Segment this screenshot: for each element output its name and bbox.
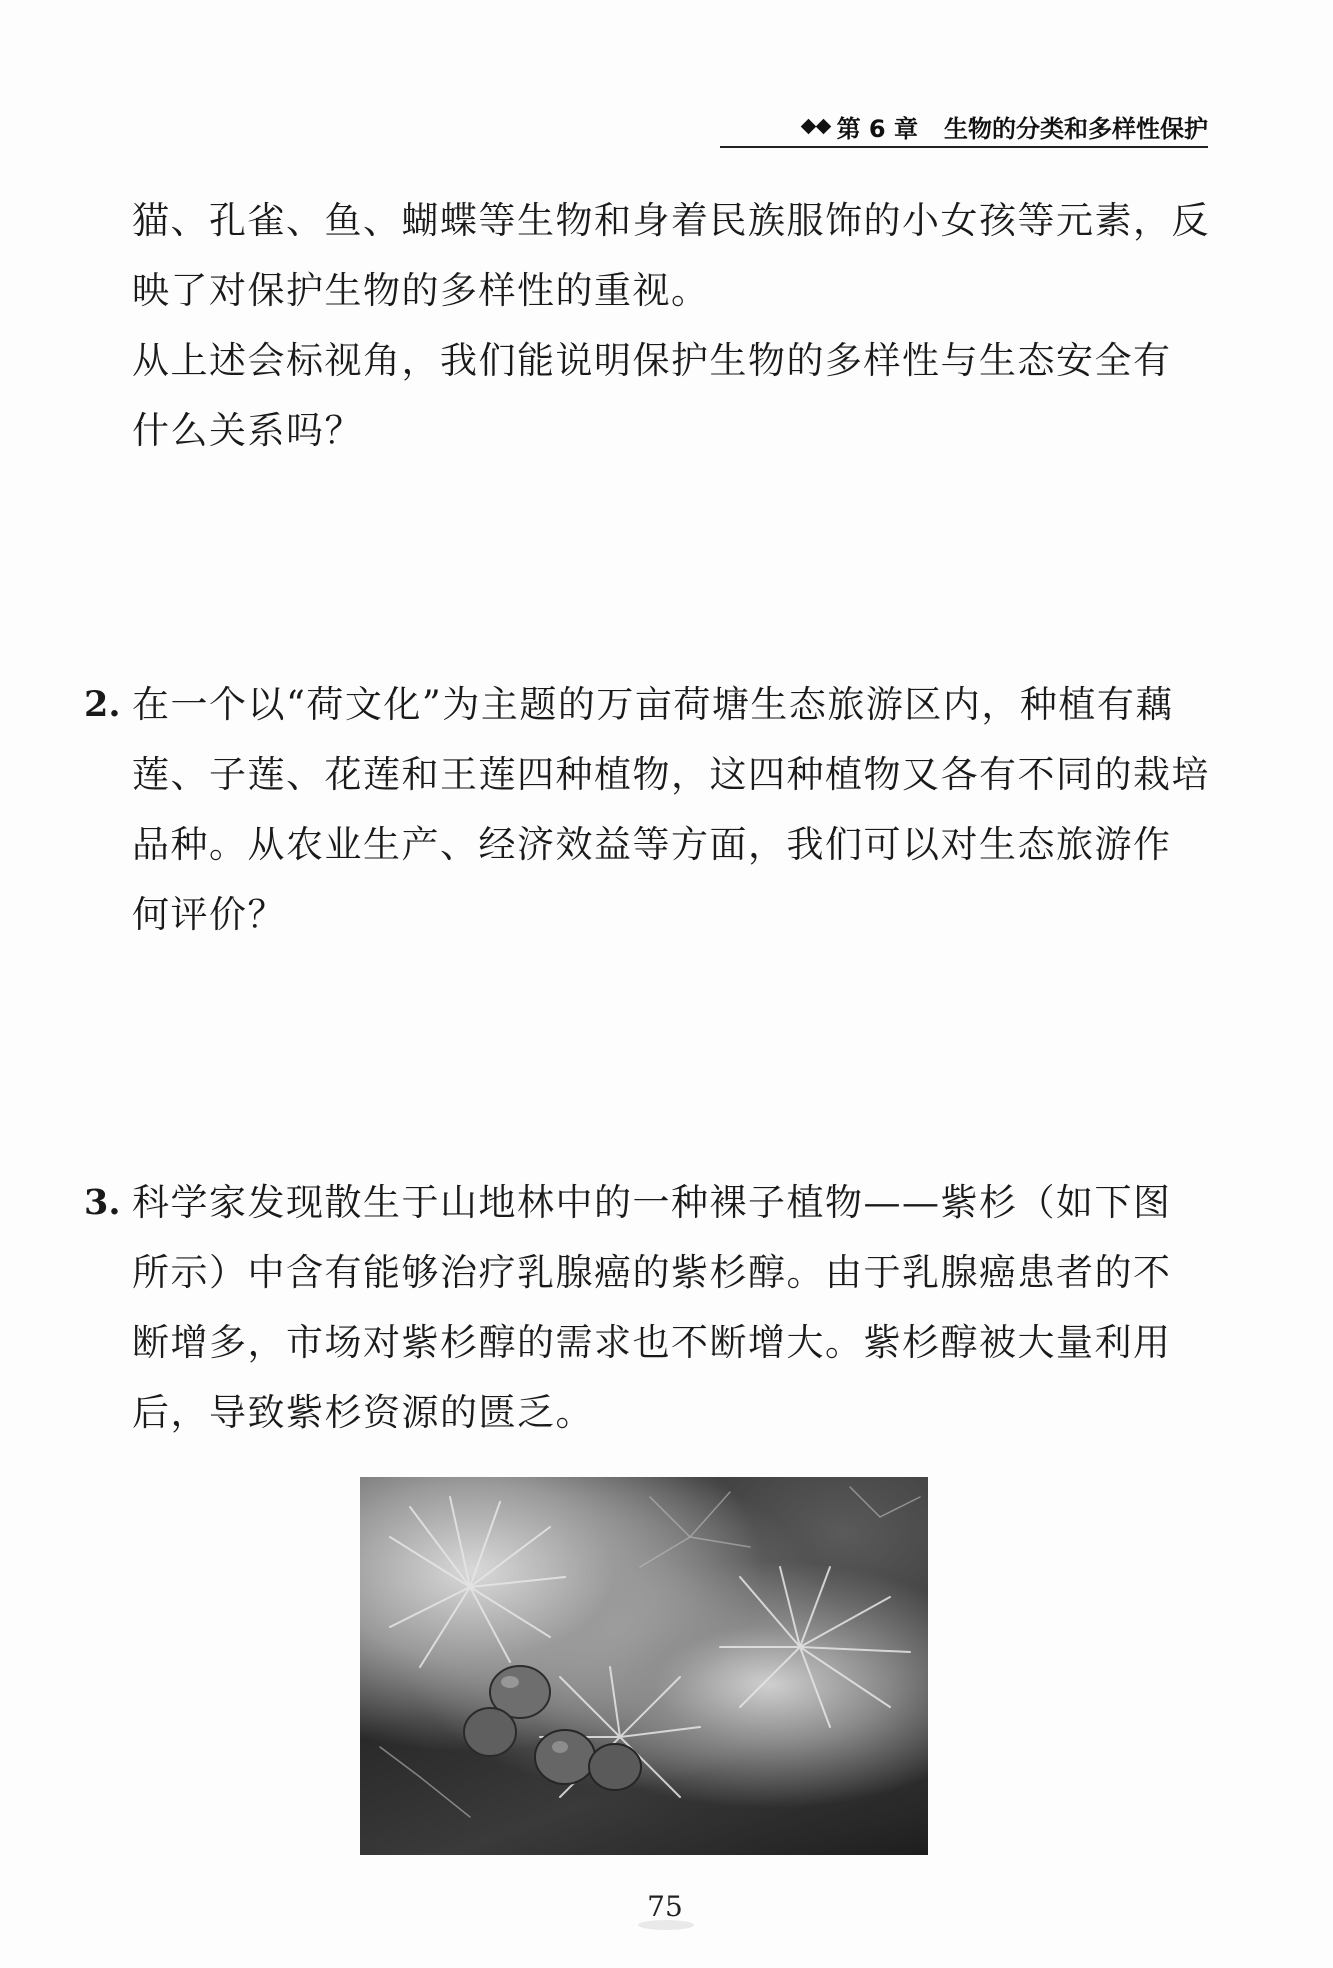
- chapter-title: 生物的分类和多样性保护: [944, 114, 1208, 143]
- text-line: 何评价？: [132, 893, 286, 936]
- text-line: 猫、孔雀、鱼、蝴蝶等生物和身着民族服饰的小女孩等元素，反: [132, 199, 1210, 242]
- diamond-bullet-icon: [800, 118, 816, 134]
- text-line: 所示）中含有能够治疗乳腺癌的紫杉醇。由于乳腺癌患者的不: [132, 1251, 1172, 1294]
- question-2-text: [132, 670, 1212, 950]
- text-line: 品种。从农业生产、经济效益等方面，我们可以对生态旅游作: [132, 823, 1172, 866]
- page-number: 75: [620, 1890, 710, 1923]
- question-3-number: 3.: [84, 1182, 121, 1223]
- text-line: 映了对保护生物的多样性的重视。: [132, 269, 710, 312]
- text-line: 莲、子莲、花莲和王莲四种植物，这四种植物又各有不同的栽培: [132, 753, 1210, 796]
- text-line: 断增多，市场对紫杉醇的需求也不断增大。紫杉醇被大量利用: [132, 1321, 1172, 1364]
- text-line: 在一个以“荷文化”为主题的万亩荷塘生态旅游区内，种植有藕: [132, 683, 1174, 726]
- text-line: 从上述会标视角，我们能说明保护生物的多样性与生态安全有: [132, 339, 1172, 382]
- chapter-number: 第 6 章: [836, 114, 918, 143]
- text-line: 科学家发现散生于山地林中的一种裸子植物——紫杉（如下图: [132, 1181, 1172, 1224]
- question-3-text: [132, 1168, 1212, 1448]
- yew-branch-photo: [360, 1477, 928, 1855]
- question-2-number: 2.: [84, 684, 121, 725]
- text-line: 什么关系吗？: [132, 409, 363, 452]
- text-line: 后，导致紫杉资源的匮乏。: [132, 1391, 594, 1434]
- question-1-text: [132, 186, 1212, 326]
- yew-needles-illustration: [360, 1477, 928, 1855]
- running-header: [720, 106, 1208, 148]
- question-1-prompt: [132, 326, 1212, 466]
- diamond-bullet-icon: [815, 118, 831, 134]
